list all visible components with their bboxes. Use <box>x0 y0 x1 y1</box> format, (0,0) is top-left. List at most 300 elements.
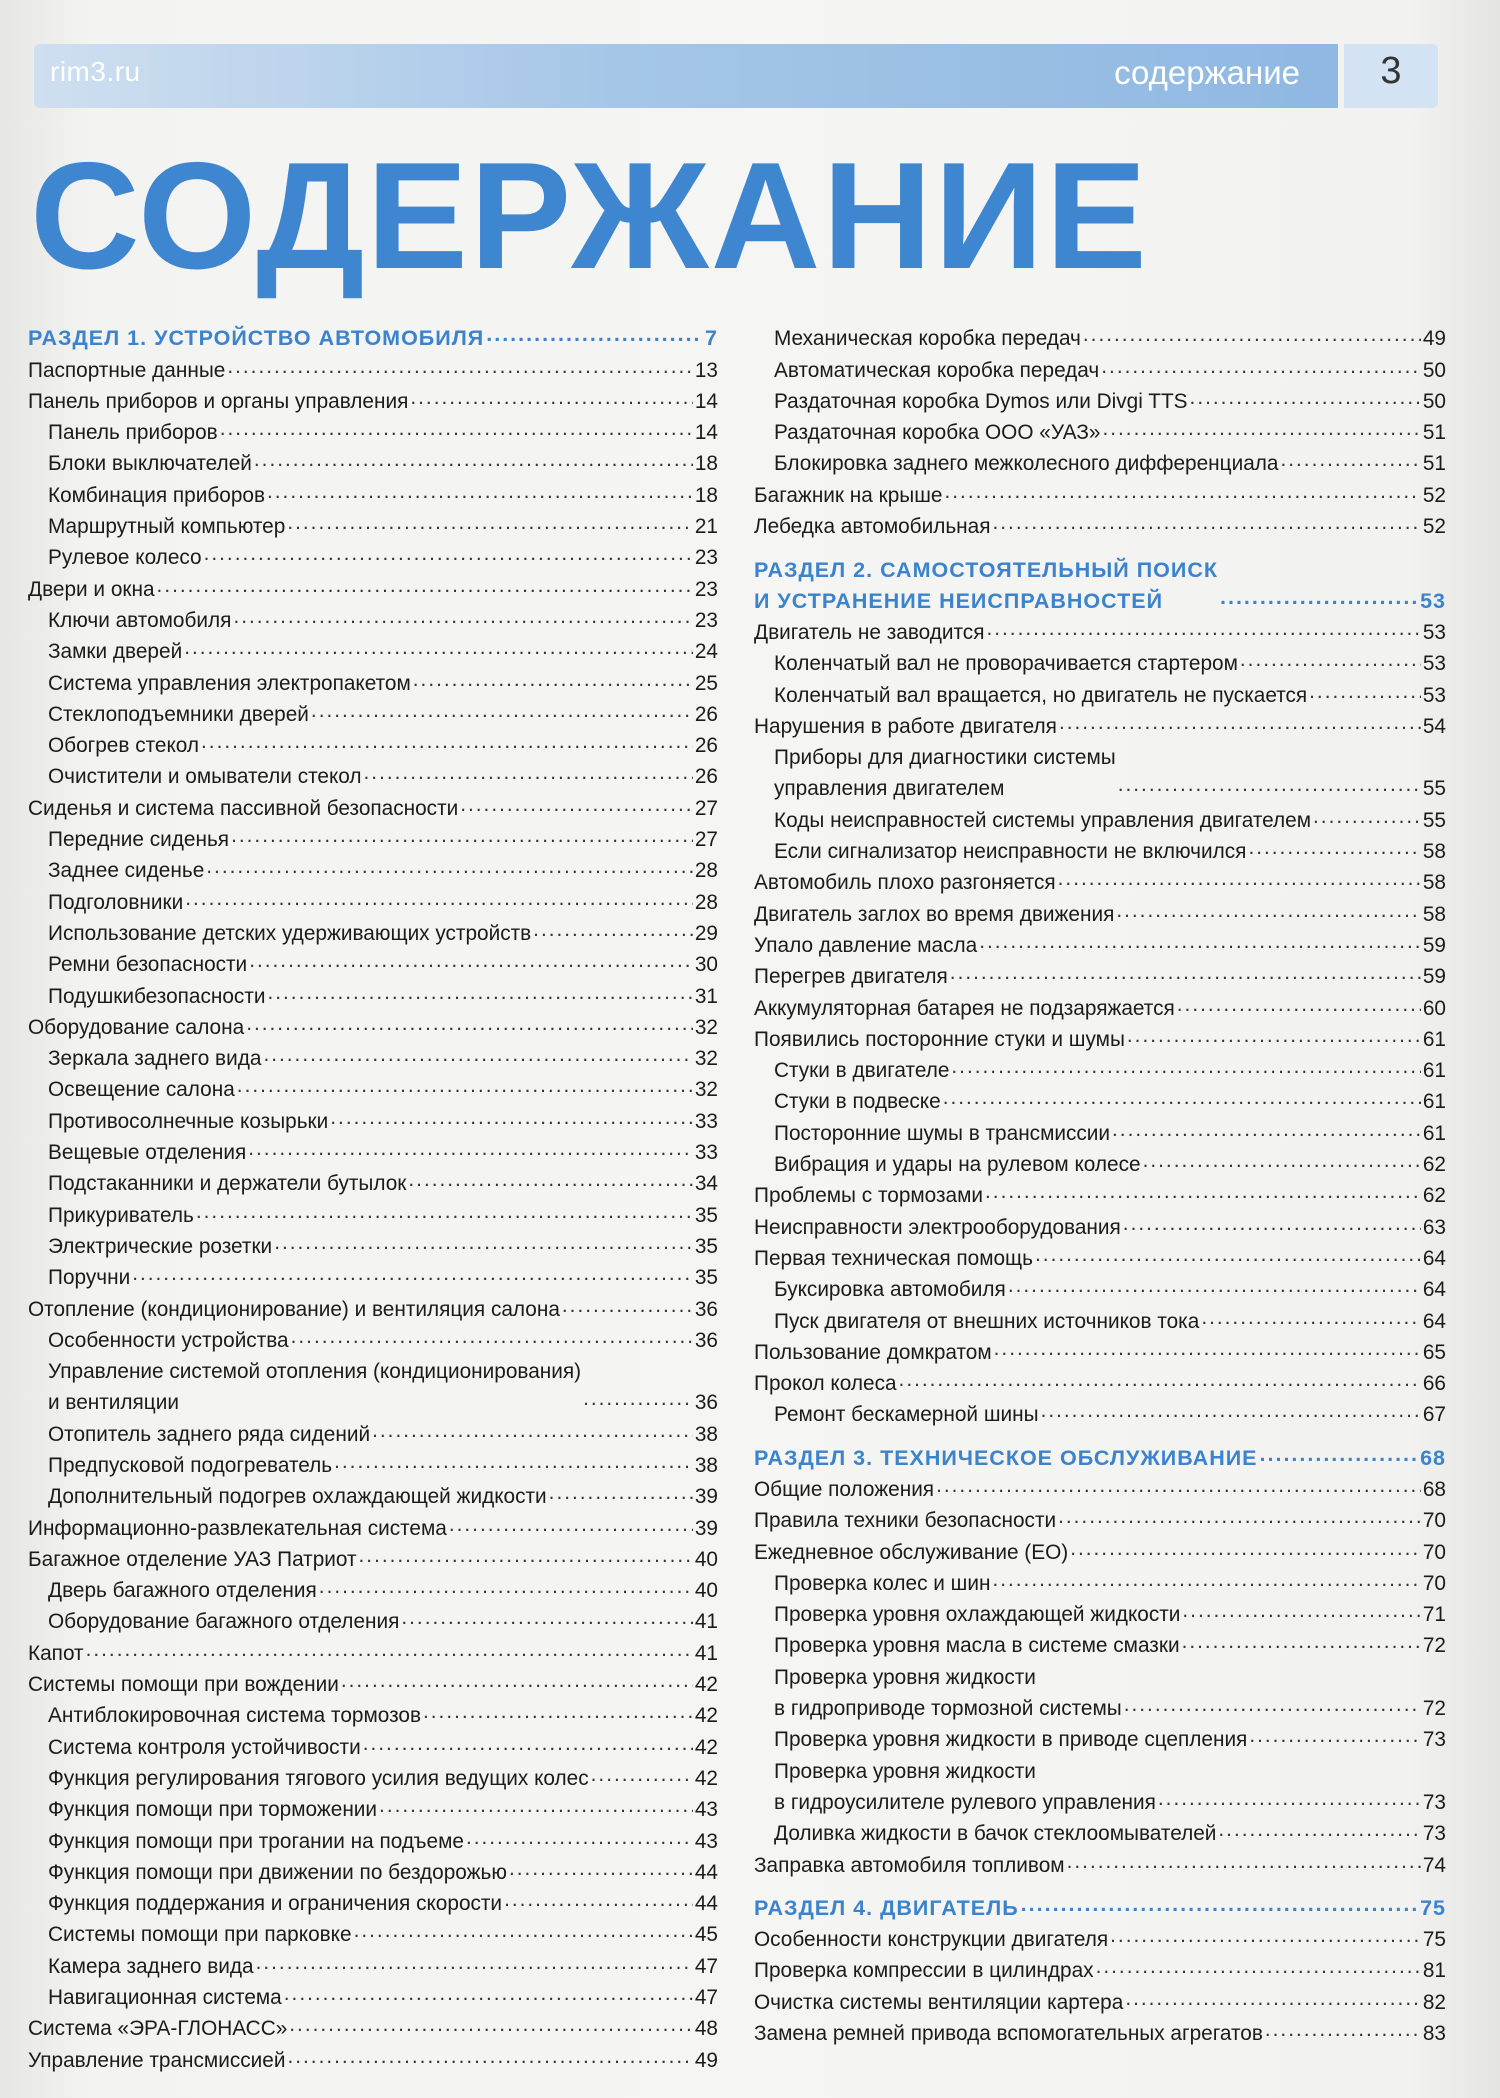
toc-dot-leader <box>992 1568 1420 1595</box>
toc-entry-title: Двигатель не заводится <box>754 620 985 644</box>
toc-entry[interactable] <box>754 1657 1446 1720</box>
toc-section-heading[interactable] <box>754 550 1446 613</box>
toc-page-number: 29 <box>694 921 718 945</box>
toc-dot-leader <box>311 699 693 726</box>
toc-entry[interactable] <box>28 1790 718 1821</box>
toc-entry-title: Паспортные данные <box>28 358 226 382</box>
toc-entry[interactable] <box>754 1920 1446 1951</box>
toc-entry[interactable] <box>28 788 718 819</box>
toc-entry[interactable] <box>754 1532 1446 1563</box>
toc-page-number: 73 <box>1422 1790 1446 1814</box>
toc-dot-leader <box>246 1012 693 1039</box>
toc-entry-title: Стеклоподъемники дверей <box>48 702 309 726</box>
toc-entry[interactable] <box>754 475 1446 506</box>
toc-page-number: 70 <box>1422 1571 1446 1595</box>
toc-entry-title: Коленчатый вал вращается, но двигатель не пускается <box>774 683 1308 707</box>
toc-dot-leader <box>359 1544 693 1571</box>
toc-entry[interactable] <box>28 1821 718 1852</box>
toc-page-number: 75 <box>1420 1895 1446 1920</box>
toc-entry[interactable] <box>28 1665 718 1696</box>
toc-entry[interactable] <box>754 832 1446 863</box>
toc-entry[interactable] <box>754 894 1446 925</box>
toc-entry-title: Перегрев двигателя <box>754 965 948 989</box>
toc-entry[interactable] <box>28 1915 718 1946</box>
toc-page-number: 38 <box>694 1422 718 1446</box>
toc-dot-leader <box>330 1106 693 1133</box>
toc-entry-title <box>754 559 1218 613</box>
toc-dot-leader <box>1125 1987 1421 2014</box>
toc-entry[interactable] <box>28 507 718 538</box>
toc-entry-title: Аккумуляторная батарея не подзаряжается <box>754 996 1175 1020</box>
toc-entry[interactable] <box>754 1364 1446 1395</box>
toc-dot-leader <box>1041 1399 1421 1426</box>
toc-entry[interactable] <box>754 1082 1446 1113</box>
toc-dot-leader <box>1201 1306 1421 1333</box>
toc-entry-title: Лебедка автомобильная <box>754 515 991 539</box>
toc-dot-leader <box>1248 836 1420 863</box>
toc-page-number: 45 <box>694 1923 718 1947</box>
toc-section-heading[interactable] <box>754 1889 1446 1920</box>
toc-entry-title: Нарушения в работе двигателя <box>754 714 1057 738</box>
toc-page-number: 26 <box>694 702 718 726</box>
toc-entry[interactable] <box>754 1333 1446 1364</box>
toc-entry[interactable] <box>28 945 718 976</box>
toc-page-number: 28 <box>694 859 718 883</box>
toc-entry[interactable] <box>754 350 1446 381</box>
toc-page-number: 53 <box>1420 588 1446 613</box>
toc-entry[interactable] <box>28 569 718 600</box>
toc-entry[interactable] <box>28 1321 718 1352</box>
toc-entry[interactable] <box>28 1352 718 1415</box>
toc-entry[interactable] <box>754 1951 1446 1982</box>
toc-entry-title: Дополнительный подогрев охлаждающей жидкости <box>48 1485 547 1509</box>
toc-page-number: 27 <box>694 796 718 820</box>
toc-page-number: 32 <box>694 1015 718 1039</box>
toc-page-number: 31 <box>694 984 718 1008</box>
toc-entry[interactable] <box>28 1164 718 1195</box>
toc-entry[interactable] <box>28 914 718 945</box>
toc-entry-title: Проверка уровня масла в системе смазки <box>774 1634 1180 1658</box>
toc-entry-title: Блокировка заднего межколесного дифференциала <box>774 452 1279 476</box>
toc-entry[interactable] <box>28 1508 718 1539</box>
toc-entry[interactable] <box>28 1633 718 1664</box>
toc-entry[interactable] <box>28 475 718 506</box>
toc-entry[interactable] <box>28 538 718 569</box>
toc-page-number: 50 <box>1422 389 1446 413</box>
toc-dot-leader <box>408 1168 692 1195</box>
toc-entry-title-line2: управления двигателем <box>774 777 1005 801</box>
toc-dot-leader <box>263 1043 692 1070</box>
toc-entry-title: Навигационная система <box>48 1986 282 2010</box>
toc-entry[interactable] <box>754 613 1446 644</box>
toc-entry[interactable] <box>754 738 1446 801</box>
toc-entry[interactable] <box>754 1845 1446 1876</box>
toc-entry[interactable] <box>754 707 1446 738</box>
toc-entry[interactable] <box>754 2014 1446 2045</box>
toc-dot-leader <box>287 511 693 538</box>
toc-dot-leader <box>1118 773 1421 800</box>
toc-page-number: 33 <box>694 1109 718 1133</box>
toc-entry[interactable] <box>754 863 1446 894</box>
toc-dot-leader <box>206 855 693 882</box>
toc-entry[interactable] <box>28 1540 718 1571</box>
toc-dot-leader <box>184 636 693 663</box>
toc-dot-leader <box>1035 1243 1421 1270</box>
toc-entry[interactable] <box>754 926 1446 957</box>
toc-page-number: 43 <box>694 1829 718 1853</box>
toc-entry[interactable] <box>28 1978 718 2009</box>
toc-entry[interactable] <box>754 1395 1446 1426</box>
toc-entry-title: Двери и окна <box>28 577 155 601</box>
toc-page-number: 47 <box>694 1954 718 1978</box>
toc-page-number: 18 <box>694 452 718 476</box>
toc-page-number: 70 <box>1422 1540 1446 1564</box>
toc-entry-title: Проверка уровня жидкости в приводе сцепления <box>774 1728 1248 1752</box>
toc-dot-leader <box>1112 1118 1421 1145</box>
toc-page-number: 35 <box>694 1266 718 1290</box>
toc-entry[interactable] <box>754 1176 1446 1207</box>
toc-entry-title: Заправка автомобиля топливом <box>754 1853 1065 1877</box>
toc-entry[interactable] <box>754 1501 1446 1532</box>
toc-entry-title: Неисправности электрооборудования <box>754 1215 1121 1239</box>
toc-entry[interactable] <box>28 1602 718 1633</box>
toc-entry[interactable] <box>28 350 718 381</box>
toc-dot-leader <box>994 1337 1421 1364</box>
toc-page-number: 49 <box>694 2048 718 2072</box>
toc-page-number: 52 <box>1422 515 1446 539</box>
toc-entry-title: Проверка колес и шин <box>774 1571 991 1595</box>
toc-page-number: 23 <box>694 546 718 570</box>
toc-entry-title: Очистители и омыватели стекол <box>48 765 362 789</box>
toc-entry-title: Электрические розетки <box>48 1234 273 1258</box>
toc-page-number: 65 <box>1422 1340 1446 1364</box>
toc-entry-title: Оборудование салона <box>28 1015 245 1039</box>
toc-page-number: 42 <box>694 1766 718 1790</box>
toc-entry-title: Системы помощи при парковке <box>48 1923 352 1947</box>
toc-dot-leader <box>1123 1212 1421 1239</box>
toc-dot-leader <box>986 617 1420 644</box>
toc-entry-title-line2: в гидроприводе тормозной системы <box>774 1697 1122 1721</box>
toc-dot-leader <box>1008 1274 1421 1301</box>
toc-dot-leader <box>341 1669 693 1696</box>
toc-entry[interactable] <box>754 1982 1446 2013</box>
toc-page-number: 54 <box>1422 714 1446 738</box>
toc-page-number: 68 <box>1420 1445 1446 1470</box>
toc-entry-title: Проверка уровня охлаждающей жидкости <box>774 1603 1181 1627</box>
toc-entry[interactable] <box>28 1446 718 1477</box>
toc-entry-title: Автомобиль плохо разгоняется <box>754 871 1056 895</box>
toc-dot-leader <box>204 542 693 569</box>
toc-entry[interactable] <box>28 882 718 913</box>
toc-entry[interactable] <box>28 2009 718 2040</box>
toc-dot-leader <box>460 793 693 820</box>
toc-entry[interactable] <box>754 644 1446 675</box>
toc-entry-title: Антиблокировочная система тормозов <box>48 1704 421 1728</box>
toc-entry-title: Панель приборов и органы управления <box>28 389 409 413</box>
toc-page-number: 51 <box>1422 421 1446 445</box>
toc-entry-title: Ключи автомобиля <box>48 608 232 632</box>
toc-page-number: 36 <box>694 1328 718 1352</box>
toc-entry-title: Отопление (кондиционирование) и вентиляция салона <box>28 1297 560 1321</box>
toc-entry[interactable] <box>28 663 718 694</box>
toc-entry[interactable] <box>754 1051 1446 1082</box>
toc-entry-title: Замена ремней привода вспомогательных агрегатов <box>754 2022 1263 2046</box>
toc-entry[interactable] <box>28 757 718 788</box>
toc-entry[interactable] <box>754 444 1446 475</box>
toc-entry[interactable] <box>28 976 718 1007</box>
page-number: 3 <box>1380 50 1402 92</box>
toc-dot-leader <box>86 1638 693 1665</box>
toc-page-number: 58 <box>1422 871 1446 895</box>
toc-page-number: 7 <box>705 326 718 351</box>
toc-dot-leader <box>220 417 693 444</box>
toc-page-number: 73 <box>1422 1728 1446 1752</box>
toc-dot-leader <box>562 1294 693 1321</box>
toc-dot-leader <box>413 668 693 695</box>
toc-entry[interactable] <box>28 1727 718 1758</box>
toc-dot-leader <box>1260 1443 1419 1470</box>
toc-entry[interactable] <box>28 820 718 851</box>
toc-entry[interactable] <box>28 726 718 757</box>
toc-entry[interactable] <box>28 1696 718 1727</box>
toc-dot-leader <box>1116 899 1421 926</box>
toc-entry-title: Ежедневное обслуживание (ЕО) <box>754 1540 1069 1564</box>
toc-entry[interactable] <box>754 1595 1446 1626</box>
toc-page-number: 36 <box>694 1297 718 1321</box>
page-title: СОДЕРЖАНИЕ <box>30 131 1149 301</box>
toc-entry[interactable] <box>28 601 718 632</box>
toc-section-heading[interactable] <box>28 319 718 350</box>
toc-entry-title: Очистка системы вентиляции картера <box>754 1990 1124 2014</box>
toc-entry-title: Функция помощи при трогании на подъеме <box>48 1829 464 1853</box>
toc-entry-title: Прикуриватель <box>48 1203 194 1227</box>
toc-entry-title: Панель приборов <box>48 421 218 445</box>
toc-dot-leader <box>1067 1850 1421 1877</box>
toc-entry[interactable] <box>754 507 1446 538</box>
toc-entry-title <box>774 1760 1156 1814</box>
toc-entry[interactable] <box>754 1145 1446 1176</box>
toc-entry[interactable] <box>754 988 1446 1019</box>
toc-dot-leader <box>951 1055 1420 1082</box>
toc-dot-leader <box>993 511 1421 538</box>
toc-dot-leader <box>423 1700 693 1727</box>
toc-page-number: 42 <box>694 1735 718 1759</box>
toc-entry[interactable] <box>754 1239 1446 1270</box>
toc-dot-leader <box>256 1951 693 1978</box>
toc-entry[interactable] <box>754 1113 1446 1144</box>
toc-entry[interactable] <box>28 1133 718 1164</box>
toc-entry[interactable] <box>754 413 1446 444</box>
toc-entry-title: Ремонт бескамерной шины <box>774 1403 1039 1427</box>
toc-dot-leader <box>899 1368 1421 1395</box>
toc-entry-title: Механическая коробка передач <box>774 327 1081 351</box>
toc-dot-leader <box>410 386 692 413</box>
toc-entry[interactable] <box>28 851 718 882</box>
toc-page-number: 68 <box>1422 1477 1446 1501</box>
toc-page-number: 74 <box>1422 1853 1446 1877</box>
toc-entry-title: Раздаточная коробка Dymos или Divgi TTS <box>774 389 1188 413</box>
toc-entry-title: Комбинация приборов <box>48 483 265 507</box>
toc-dot-leader <box>401 1606 692 1633</box>
toc-entry[interactable] <box>754 1814 1446 1845</box>
header-section-label: содержание <box>1114 54 1300 91</box>
toc-entry[interactable] <box>754 1751 1446 1814</box>
toc-page-number: 67 <box>1422 1403 1446 1427</box>
toc-dot-leader <box>1249 1724 1421 1751</box>
toc-entry-title: Оборудование багажного отделения <box>48 1610 400 1634</box>
toc-entry[interactable] <box>28 1101 718 1132</box>
toc-entry-title: Прокол колеса <box>754 1372 897 1396</box>
toc-dot-leader <box>1058 1505 1421 1532</box>
toc-entry[interactable] <box>28 695 718 726</box>
toc-entry[interactable] <box>28 444 718 475</box>
toc-entry[interactable] <box>28 1008 718 1039</box>
toc-entry[interactable] <box>754 957 1446 988</box>
toc-entry[interactable] <box>28 1227 718 1258</box>
toc-entry[interactable] <box>754 1270 1446 1301</box>
toc-entry-title: Первая техническая помощь <box>754 1246 1034 1270</box>
toc-page-number: 73 <box>1422 1822 1446 1846</box>
toc-page-number: 55 <box>1422 808 1446 832</box>
toc-page-number: 52 <box>1422 483 1446 507</box>
toc-page-number: 61 <box>1422 1059 1446 1083</box>
toc-entry[interactable] <box>754 1301 1446 1332</box>
toc-entry[interactable] <box>754 1564 1446 1595</box>
toc-dot-leader <box>504 1888 693 1915</box>
toc-entry-title: Управление трансмиссией <box>28 2048 286 2072</box>
toc-entry[interactable] <box>28 1258 718 1289</box>
toc-page-number: 59 <box>1422 933 1446 957</box>
toc-entry[interactable] <box>754 1626 1446 1657</box>
toc-entry[interactable] <box>28 413 718 444</box>
toc-entry[interactable] <box>28 1477 718 1508</box>
toc-entry[interactable] <box>28 1759 718 1790</box>
toc-page-number: 64 <box>1422 1309 1446 1333</box>
toc-entry[interactable] <box>28 1571 718 1602</box>
toc-entry[interactable] <box>28 1884 718 1915</box>
toc-dot-leader <box>1182 1630 1421 1657</box>
toc-section-heading[interactable] <box>754 1438 1446 1469</box>
toc-dot-leader <box>1190 386 1421 413</box>
toc-entry[interactable] <box>28 632 718 663</box>
toc-entry-title: Рулевое колесо <box>48 546 202 570</box>
toc-dot-leader <box>449 1513 693 1540</box>
toc-entry[interactable] <box>28 1853 718 1884</box>
toc-entry-title-line1: Проверка уровня жидкости <box>774 1759 1036 1783</box>
toc-entry[interactable] <box>754 1020 1446 1051</box>
toc-dot-leader <box>237 1074 693 1101</box>
toc-dot-leader <box>1102 417 1420 444</box>
toc-entry-title: Обогрев стекол <box>48 734 200 758</box>
toc-entry[interactable] <box>28 2040 718 2071</box>
toc-dot-leader <box>1143 1149 1421 1176</box>
toc-entry-title: Особенности устройства <box>48 1328 289 1352</box>
toc-dot-leader <box>1124 1693 1421 1720</box>
toc-entry[interactable] <box>28 1414 718 1445</box>
toc-entry-title-line1: Приборы для диагностики системы <box>774 746 1116 770</box>
toc-page-number: 44 <box>694 1860 718 1884</box>
toc-entry-title: Проблемы с тормозами <box>754 1184 984 1208</box>
toc-page-number: 58 <box>1422 840 1446 864</box>
toc-dot-leader <box>1218 1818 1420 1845</box>
toc-entry-title: Функция помощи при движении по бездорожью <box>48 1860 507 1884</box>
toc-page-number: 64 <box>1422 1246 1446 1270</box>
toc-entry[interactable] <box>28 1039 718 1070</box>
toc-entry[interactable] <box>754 800 1446 831</box>
toc-entry[interactable] <box>754 319 1446 350</box>
toc-dot-leader <box>157 574 693 601</box>
toc-page-number: 82 <box>1422 1990 1446 2014</box>
toc-entry[interactable] <box>28 1070 718 1101</box>
toc-dot-leader <box>985 1180 1421 1207</box>
toc-entry-title: Коленчатый вал не проворачивается стартером <box>774 652 1238 676</box>
toc-page-number: 61 <box>1422 1121 1446 1145</box>
toc-page-number: 59 <box>1422 965 1446 989</box>
toc-page-number: 81 <box>1422 1959 1446 1983</box>
toc-entry[interactable] <box>754 1720 1446 1751</box>
toc-dot-leader <box>1096 1955 1421 1982</box>
toc-entry[interactable] <box>754 1470 1446 1501</box>
toc-dot-leader <box>287 2045 692 2072</box>
toc-entry-title: Двигатель заглох во время движения <box>754 902 1115 926</box>
toc-entry[interactable] <box>28 382 718 413</box>
toc-page-number: 61 <box>1422 1090 1446 1114</box>
toc-dot-leader <box>943 1086 1421 1113</box>
toc-entry-title: Сиденья и система пассивной безопасности <box>28 796 459 820</box>
toc-entry-title: Маршрутный компьютер <box>48 515 286 539</box>
toc-dot-leader <box>1110 1924 1421 1951</box>
toc-entry[interactable] <box>28 1195 718 1226</box>
toc-entry-title: Капот <box>28 1641 84 1665</box>
toc-entry-title: Противосолнечные козырьки <box>48 1109 329 1133</box>
toc-entry-title: Предпусковой подогреватель <box>48 1453 333 1477</box>
site-url[interactable]: rim3.ru <box>50 56 141 87</box>
toc-dot-leader <box>1101 355 1421 382</box>
toc-page-number: 55 <box>1422 777 1446 801</box>
toc-page-number: 39 <box>694 1516 718 1540</box>
toc-page-number: 23 <box>694 608 718 632</box>
toc-page-number: 33 <box>694 1141 718 1165</box>
toc-entry-title <box>48 1360 581 1414</box>
toc-page-number: 32 <box>694 1047 718 1071</box>
toc-entry[interactable] <box>754 675 1446 706</box>
toc-page-number: 14 <box>694 421 718 445</box>
toc-dot-leader <box>364 761 693 788</box>
toc-page-number: 23 <box>694 577 718 601</box>
toc-entry[interactable] <box>28 1289 718 1320</box>
toc-dot-leader <box>231 824 693 851</box>
toc-dot-leader <box>132 1262 693 1289</box>
toc-dot-leader <box>1313 805 1421 832</box>
toc-entry-title: Подголовники <box>48 890 184 914</box>
toc-dot-leader <box>227 355 693 382</box>
toc-dot-leader <box>583 1387 693 1414</box>
toc-entry[interactable] <box>754 1207 1446 1238</box>
toc-entry[interactable] <box>28 1946 718 1977</box>
toc-page-number: 13 <box>694 358 718 382</box>
toc-dot-leader <box>334 1450 693 1477</box>
toc-dot-leader <box>319 1575 693 1602</box>
toc-page-number: 35 <box>694 1203 718 1227</box>
toc-entry-title-line2: И УСТРАНЕНИЕ НЕИСПРАВНОСТЕЙ <box>754 588 1164 613</box>
toc-entry[interactable] <box>754 382 1446 413</box>
toc-entry-title: Автоматическая коробка передач <box>774 358 1100 382</box>
toc-page-number: 50 <box>1422 358 1446 382</box>
toc-dot-leader <box>249 949 693 976</box>
toc-entry-title: Зеркала заднего вида <box>48 1047 262 1071</box>
toc-entry-title: Проверка компрессии в цилиндрах <box>754 1959 1094 1983</box>
toc-dot-leader <box>363 1732 693 1759</box>
